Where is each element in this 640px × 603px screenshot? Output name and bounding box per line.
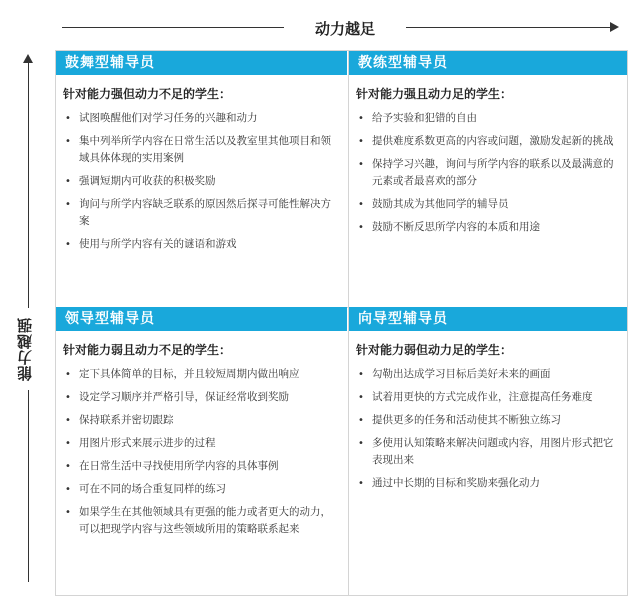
list-item (63, 389, 339, 406)
list-item (63, 366, 339, 383)
list-item (356, 133, 619, 150)
list-item-text: 提供更多的任务和活动使其不断独立练习 (372, 414, 561, 426)
quadrant-subtitle: 针对能力强且动力足的学生： (356, 87, 513, 101)
ability-axis (8, 52, 50, 592)
list-item (356, 435, 619, 469)
list-item (356, 156, 619, 190)
list-item-text: 多使用认知策略来解决问题或内容，用图片形式把它表现出来 (372, 437, 614, 466)
bullet-icon: • (358, 478, 364, 489)
quadrant-guide-tutor (349, 307, 627, 595)
quadrant-title: 领导型辅导员 (56, 307, 347, 331)
list-item (356, 475, 619, 492)
bullet-icon: • (65, 136, 71, 147)
motivation-axis (62, 10, 622, 44)
quadrant-list (56, 110, 347, 253)
list-item-text: 试图唤醒他们对学习任务的兴趣和动力 (79, 112, 258, 124)
ability-axis-line-top (28, 62, 29, 308)
list-item-text: 强调短期内可收获的积极奖励 (79, 175, 216, 187)
bullet-icon: • (65, 507, 71, 518)
list-item-text: 通过中长期的目标和奖励来强化动力 (372, 477, 540, 489)
list-item (63, 412, 339, 429)
ability-axis-line-bottom (28, 390, 29, 582)
list-item-text: 提供难度系数更高的内容或问题，激励发起新的挑战 (372, 135, 614, 147)
list-item (63, 504, 339, 538)
list-item-text: 鼓励不断反思所学内容的本质和用途 (372, 221, 540, 233)
quadrant-subtitle: 针对能力弱且动力不足的学生： (63, 343, 232, 357)
list-item (63, 435, 339, 452)
list-item (356, 110, 619, 127)
bullet-icon: • (65, 113, 71, 124)
bullet-icon: • (65, 199, 71, 210)
list-item-text: 集中列举所学内容在日常生活以及教室里其他项目和领域具体体现的实用案例 (79, 135, 331, 164)
list-item (356, 389, 619, 406)
list-item (356, 219, 619, 236)
list-item-text: 如果学生在其他领域具有更强的能力或者更大的动力，可以把现学内容与这些领域所用的策略联系起来 (79, 506, 331, 535)
motivation-axis-line-left (62, 27, 284, 28)
bullet-icon: • (358, 159, 364, 170)
quadrant-leader-tutor (56, 307, 347, 595)
list-item (356, 366, 619, 383)
bullet-icon: • (65, 438, 71, 449)
quadrant-list (349, 110, 627, 236)
list-item-text: 保持学习兴趣，询问与所学内容的联系以及最满意的元素或者最喜欢的部分 (372, 158, 614, 187)
list-item-text: 设定学习顺序并严格引导，保证经常收到奖励 (79, 391, 289, 403)
list-item-text: 给予实验和犯错的自由 (372, 112, 477, 124)
list-item (63, 133, 339, 167)
motivation-axis-label: 动力越足 (314, 20, 375, 38)
list-item-text: 勾勒出达成学习目标后美好未来的画面 (372, 368, 551, 380)
list-item (63, 236, 339, 253)
ability-axis-label: 能力越强 (16, 317, 34, 381)
bullet-icon: • (358, 415, 364, 426)
list-item (356, 196, 619, 213)
quadrant-list (349, 366, 627, 492)
list-item (63, 481, 339, 498)
bullet-icon: • (358, 113, 364, 124)
quadrant-title: 鼓舞型辅导员 (56, 51, 347, 75)
bullet-icon: • (358, 392, 364, 403)
list-item-text: 定下具体简单的目标，并且较短周期内做出响应 (79, 368, 300, 380)
list-item-text: 保持联系并密切跟踪 (79, 414, 174, 426)
bullet-icon: • (65, 484, 71, 495)
bullet-icon: • (358, 199, 364, 210)
quadrant-inspiring-tutor (56, 51, 347, 306)
bullet-icon: • (358, 438, 364, 449)
quadrant-title: 向导型辅导员 (349, 307, 627, 331)
list-item-text: 询问与所学内容缺乏联系的原因然后探寻可能性解决方案 (79, 198, 331, 227)
list-item-text: 试着用更快的方式完成作业，注意提高任务难度 (372, 391, 593, 403)
list-item (356, 412, 619, 429)
bullet-icon: • (65, 369, 71, 380)
bullet-icon: • (65, 392, 71, 403)
list-item (63, 110, 339, 127)
bullet-icon: • (358, 369, 364, 380)
quadrant-subtitle: 针对能力强但动力不足的学生： (63, 87, 232, 101)
bullet-icon: • (65, 415, 71, 426)
list-item-text: 使用与所学内容有关的谜语和游戏 (79, 238, 237, 250)
quadrant-title: 教练型辅导员 (349, 51, 627, 75)
list-item-text: 鼓励其成为其他同学的辅导员 (372, 198, 509, 210)
list-item-text: 用图片形式来展示进步的过程 (79, 437, 216, 449)
motivation-axis-line-right (406, 27, 614, 28)
list-item (63, 173, 339, 190)
bullet-icon: • (358, 222, 364, 233)
bullet-icon: • (358, 136, 364, 147)
bullet-icon: • (65, 176, 71, 187)
quadrant-subtitle: 针对能力弱但动力足的学生： (356, 343, 513, 357)
bullet-icon: • (65, 239, 71, 250)
arrow-right-icon (610, 22, 619, 32)
list-item (63, 458, 339, 475)
quadrant-list (56, 366, 347, 538)
quadrant-coach-tutor (349, 51, 627, 306)
list-item (63, 196, 339, 230)
bullet-icon: • (65, 461, 71, 472)
list-item-text: 在日常生活中寻找使用所学内容的具体事例 (79, 460, 279, 472)
list-item-text: 可在不同的场合重复同样的练习 (79, 483, 226, 495)
